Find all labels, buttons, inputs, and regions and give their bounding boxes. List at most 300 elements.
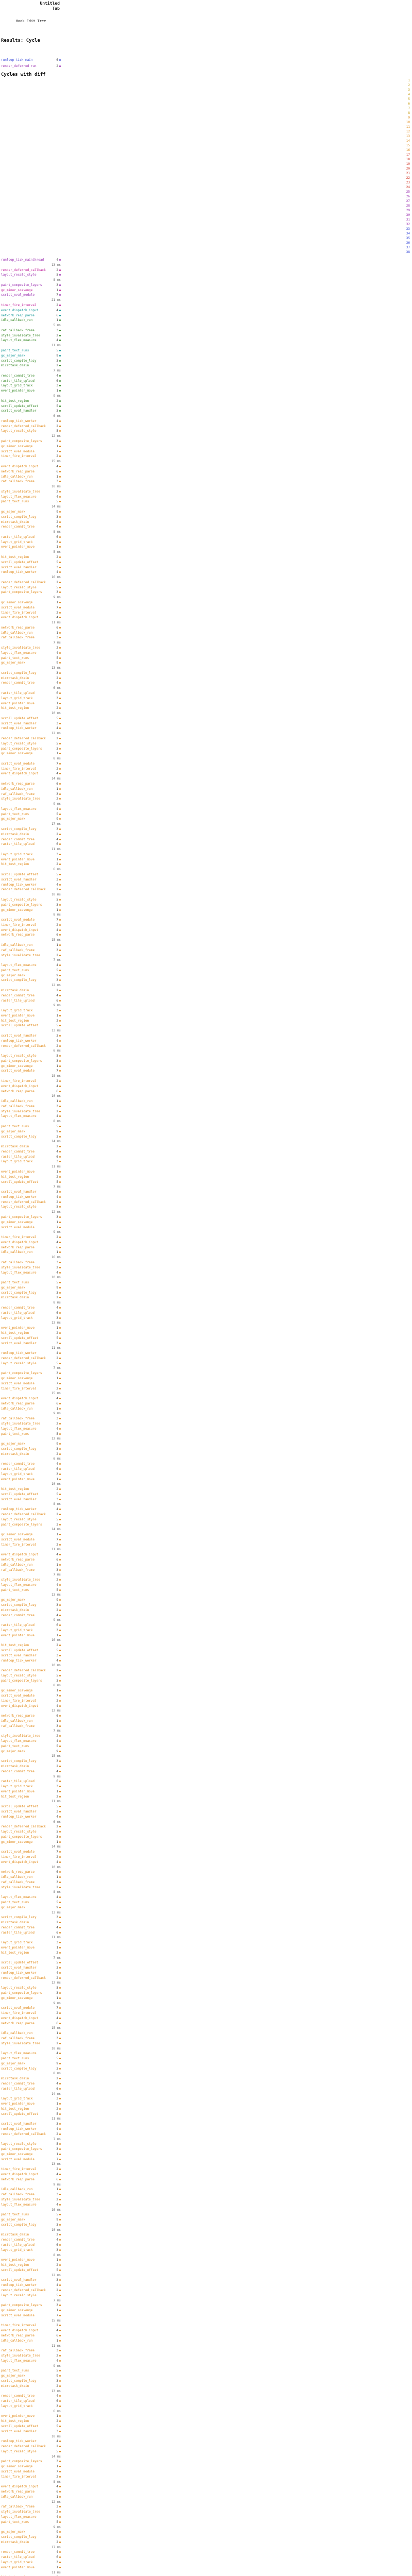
entry-row[interactable] bbox=[1, 1789, 61, 1794]
entry-row[interactable] bbox=[1, 1411, 61, 1416]
entry-row[interactable] bbox=[1, 1472, 61, 1477]
entry-row[interactable] bbox=[1, 2248, 61, 2253]
entry-row[interactable] bbox=[1, 1638, 61, 1643]
entry-row[interactable] bbox=[1, 590, 61, 595]
entry-row[interactable] bbox=[1, 696, 61, 701]
entry-row[interactable] bbox=[1, 2283, 61, 2288]
entry-row[interactable] bbox=[1, 1094, 61, 1099]
entry-row[interactable] bbox=[1, 1295, 61, 1300]
entry-row[interactable] bbox=[1, 1895, 61, 1900]
entry-row[interactable] bbox=[1, 1965, 61, 1971]
entry-row[interactable] bbox=[1, 691, 61, 696]
entry-row[interactable] bbox=[1, 2187, 61, 2192]
entry-row[interactable] bbox=[1, 1059, 61, 1064]
entry-row[interactable] bbox=[1, 1572, 61, 1578]
entry-row[interactable] bbox=[1, 439, 61, 444]
entry-row[interactable] bbox=[1, 1054, 61, 1059]
entry-row[interactable] bbox=[1, 2081, 61, 2087]
entry-row[interactable] bbox=[1, 1844, 61, 1850]
entry-row[interactable] bbox=[1, 1623, 61, 1628]
entry-row[interactable] bbox=[1, 414, 61, 419]
entry-row[interactable] bbox=[1, 1170, 61, 1175]
entry-row[interactable] bbox=[1, 2026, 61, 2031]
entry-row[interactable] bbox=[1, 761, 61, 767]
entry-row[interactable] bbox=[1, 1381, 61, 1386]
entry-row[interactable] bbox=[1, 1033, 61, 1039]
entry-row[interactable] bbox=[1, 1391, 61, 1396]
entry-row[interactable] bbox=[1, 2540, 61, 2545]
entry-row[interactable] bbox=[1, 2147, 61, 2152]
entry-row[interactable] bbox=[1, 263, 61, 268]
entry-row[interactable] bbox=[1, 2152, 61, 2157]
entry-row[interactable] bbox=[1, 802, 61, 807]
entry-row[interactable] bbox=[1, 741, 61, 747]
entry-row[interactable] bbox=[1, 1250, 61, 1255]
entry-row[interactable] bbox=[1, 827, 61, 832]
entry-row[interactable] bbox=[1, 1920, 61, 1925]
entry-row[interactable] bbox=[1, 2258, 61, 2263]
entry-row[interactable] bbox=[1, 1074, 61, 1079]
entry-row[interactable] bbox=[1, 499, 61, 504]
entry-row[interactable] bbox=[1, 1492, 61, 1497]
entry-row[interactable] bbox=[1, 706, 61, 711]
entry-row[interactable] bbox=[1, 2323, 61, 2328]
entry-row[interactable] bbox=[1, 2495, 61, 2500]
legend-row[interactable] bbox=[1, 64, 61, 69]
entry-row[interactable] bbox=[1, 1311, 61, 1316]
entry-row[interactable] bbox=[1, 1653, 61, 1658]
entry-row[interactable] bbox=[1, 1668, 61, 1673]
entry-row[interactable] bbox=[1, 822, 61, 827]
entry-row[interactable] bbox=[1, 2399, 61, 2404]
entry-row[interactable] bbox=[1, 2414, 61, 2419]
entry-row[interactable] bbox=[1, 993, 61, 998]
entry-row[interactable] bbox=[1, 1809, 61, 1815]
entry-row[interactable] bbox=[1, 640, 61, 646]
entry-row[interactable] bbox=[1, 1688, 61, 1693]
entry-row[interactable] bbox=[1, 2394, 61, 2399]
entry-row[interactable] bbox=[1, 867, 61, 872]
entry-row[interactable] bbox=[1, 1835, 61, 1840]
entry-row[interactable] bbox=[1, 605, 61, 611]
entry-row[interactable] bbox=[1, 1144, 61, 1149]
entry-row[interactable] bbox=[1, 1628, 61, 1633]
entry-row[interactable] bbox=[1, 1462, 61, 1467]
entry-row[interactable] bbox=[1, 832, 61, 837]
entry-row[interactable] bbox=[1, 2374, 61, 2379]
entry-row[interactable] bbox=[1, 1084, 61, 1089]
entry-row[interactable] bbox=[1, 2475, 61, 2480]
entry-row[interactable] bbox=[1, 1512, 61, 1517]
entry-row[interactable] bbox=[1, 2504, 61, 2510]
entry-row[interactable] bbox=[1, 464, 61, 469]
entry-row[interactable] bbox=[1, 912, 61, 918]
entry-row[interactable] bbox=[1, 2338, 61, 2344]
entry-row[interactable] bbox=[1, 2359, 61, 2364]
entry-row[interactable] bbox=[1, 1769, 61, 1774]
entry-row[interactable] bbox=[1, 580, 61, 585]
entry-row[interactable] bbox=[1, 409, 61, 414]
entry-row[interactable] bbox=[1, 394, 61, 399]
entry-row[interactable] bbox=[1, 1119, 61, 1124]
entry-row[interactable] bbox=[1, 1648, 61, 1653]
entry-row[interactable] bbox=[1, 2484, 61, 2489]
entry-row[interactable] bbox=[1, 2293, 61, 2298]
entry-row[interactable] bbox=[1, 2167, 61, 2172]
entry-row[interactable] bbox=[1, 1693, 61, 1699]
entry-row[interactable] bbox=[1, 938, 61, 943]
entry-row[interactable] bbox=[1, 1124, 61, 1129]
entry-row[interactable] bbox=[1, 429, 61, 434]
entry-row[interactable] bbox=[1, 1376, 61, 1381]
entry-row[interactable] bbox=[1, 1008, 61, 1013]
entry-row[interactable] bbox=[1, 595, 61, 600]
entry-row[interactable] bbox=[1, 1980, 61, 1986]
entry-row[interactable] bbox=[1, 681, 61, 686]
entry-row[interactable] bbox=[1, 368, 61, 374]
entry-row[interactable] bbox=[1, 2212, 61, 2217]
entry-row[interactable] bbox=[1, 1039, 61, 1044]
entry-row[interactable] bbox=[1, 1436, 61, 1442]
entry-row[interactable] bbox=[1, 1265, 61, 1270]
entry-row[interactable] bbox=[1, 1552, 61, 1557]
entry-row[interactable] bbox=[1, 1220, 61, 1225]
entry-row[interactable] bbox=[1, 1240, 61, 1245]
entry-row[interactable] bbox=[1, 318, 61, 323]
entry-row[interactable] bbox=[1, 711, 61, 716]
nav-item-tree[interactable]: Tree bbox=[37, 19, 46, 23]
entry-row[interactable] bbox=[1, 2303, 61, 2308]
entry-row[interactable] bbox=[1, 530, 61, 535]
entry-row[interactable] bbox=[1, 2560, 61, 2565]
entry-row[interactable] bbox=[1, 948, 61, 953]
entry-row[interactable] bbox=[1, 2031, 61, 2036]
entry-row[interactable] bbox=[1, 903, 61, 908]
entry-row[interactable] bbox=[1, 1104, 61, 1109]
entry-row[interactable] bbox=[1, 1951, 61, 1956]
entry-row[interactable] bbox=[1, 2122, 61, 2127]
entry-row[interactable] bbox=[1, 258, 61, 263]
entry-row[interactable] bbox=[1, 444, 61, 449]
entry-row[interactable] bbox=[1, 2308, 61, 2313]
entry-row[interactable] bbox=[1, 1850, 61, 1855]
entry-row[interactable] bbox=[1, 2238, 61, 2243]
entry-row[interactable] bbox=[1, 2232, 61, 2238]
entry-row[interactable] bbox=[1, 1557, 61, 1563]
entry-row[interactable] bbox=[1, 1734, 61, 1739]
entry-row[interactable] bbox=[1, 1467, 61, 1472]
entry-row[interactable] bbox=[1, 1255, 61, 1260]
entry-row[interactable] bbox=[1, 963, 61, 968]
entry-row[interactable] bbox=[1, 1991, 61, 1996]
entry-row[interactable] bbox=[1, 751, 61, 756]
legend-row[interactable] bbox=[1, 58, 61, 63]
entry-row[interactable] bbox=[1, 2263, 61, 2268]
entry-row[interactable] bbox=[1, 2404, 61, 2409]
entry-row[interactable] bbox=[1, 1537, 61, 1543]
entry-row[interactable] bbox=[1, 918, 61, 923]
entry-row[interactable] bbox=[1, 1079, 61, 1084]
entry-row[interactable] bbox=[1, 1164, 61, 1170]
entry-row[interactable] bbox=[1, 796, 61, 802]
entry-row[interactable] bbox=[1, 1003, 61, 1008]
entry-row[interactable] bbox=[1, 2011, 61, 2016]
entry-row[interactable] bbox=[1, 1759, 61, 1764]
entry-row[interactable] bbox=[1, 1714, 61, 1719]
entry-row[interactable] bbox=[1, 2469, 61, 2475]
entry-row[interactable] bbox=[1, 1028, 61, 1033]
entry-row[interactable] bbox=[1, 1175, 61, 1180]
entry-row[interactable] bbox=[1, 469, 61, 474]
entry-row[interactable] bbox=[1, 2041, 61, 2046]
entry-row[interactable] bbox=[1, 278, 61, 283]
entry-row[interactable] bbox=[1, 1925, 61, 1930]
entry-row[interactable] bbox=[1, 1905, 61, 1910]
entry-row[interactable] bbox=[1, 862, 61, 867]
entry-row[interactable] bbox=[1, 2515, 61, 2520]
entry-row[interactable] bbox=[1, 1875, 61, 1880]
entry-row[interactable] bbox=[1, 1320, 61, 1326]
entry-row[interactable] bbox=[1, 2132, 61, 2137]
entry-row[interactable] bbox=[1, 1824, 61, 1829]
entry-row[interactable] bbox=[1, 1275, 61, 1280]
entry-row[interactable] bbox=[1, 842, 61, 847]
entry-row[interactable] bbox=[1, 535, 61, 540]
entry-row[interactable] bbox=[1, 1502, 61, 1507]
entry-row[interactable] bbox=[1, 1618, 61, 1623]
entry-row[interactable] bbox=[1, 1149, 61, 1155]
entry-row[interactable] bbox=[1, 877, 61, 883]
entry-row[interactable] bbox=[1, 1195, 61, 1200]
entry-row[interactable] bbox=[1, 510, 61, 515]
entry-row[interactable] bbox=[1, 2333, 61, 2338]
entry-row[interactable] bbox=[1, 2313, 61, 2318]
entry-row[interactable] bbox=[1, 600, 61, 605]
entry-row[interactable] bbox=[1, 887, 61, 892]
entry-row[interactable] bbox=[1, 1547, 61, 1552]
entry-row[interactable] bbox=[1, 2439, 61, 2444]
entry-row[interactable] bbox=[1, 2520, 61, 2525]
entry-row[interactable] bbox=[1, 2489, 61, 2495]
entry-row[interactable] bbox=[1, 787, 61, 792]
entry-row[interactable] bbox=[1, 2192, 61, 2197]
entry-row[interactable] bbox=[1, 1366, 61, 1371]
entry-row[interactable] bbox=[1, 2268, 61, 2273]
entry-row[interactable] bbox=[1, 1230, 61, 1235]
entry-row[interactable] bbox=[1, 1673, 61, 1679]
entry-row[interactable] bbox=[1, 1184, 61, 1190]
entry-row[interactable] bbox=[1, 1331, 61, 1336]
entry-row[interactable] bbox=[1, 2107, 61, 2112]
entry-row[interactable] bbox=[1, 283, 61, 288]
entry-row[interactable] bbox=[1, 1804, 61, 1809]
entry-row[interactable] bbox=[1, 293, 61, 298]
entry-row[interactable] bbox=[1, 2368, 61, 2374]
entry-row[interactable] bbox=[1, 1129, 61, 1134]
entry-row[interactable] bbox=[1, 2197, 61, 2202]
entry-row[interactable] bbox=[1, 1880, 61, 1885]
entry-row[interactable] bbox=[1, 686, 61, 691]
entry-row[interactable] bbox=[1, 1280, 61, 1285]
entry-row[interactable] bbox=[1, 2565, 61, 2570]
entry-row[interactable] bbox=[1, 1960, 61, 1965]
entry-row[interactable] bbox=[1, 1598, 61, 1603]
entry-row[interactable] bbox=[1, 1114, 61, 1119]
entry-row[interactable] bbox=[1, 2177, 61, 2182]
entry-row[interactable] bbox=[1, 625, 61, 631]
entry-row[interactable] bbox=[1, 2006, 61, 2011]
entry-row[interactable] bbox=[1, 1190, 61, 1195]
entry-row[interactable] bbox=[1, 1945, 61, 1951]
entry-row[interactable] bbox=[1, 1719, 61, 1724]
entry-row[interactable] bbox=[1, 983, 61, 988]
entry-row[interactable] bbox=[1, 671, 61, 676]
entry-row[interactable] bbox=[1, 1855, 61, 1860]
entry-row[interactable] bbox=[1, 383, 61, 388]
entry-row[interactable] bbox=[1, 2127, 61, 2132]
entry-row[interactable] bbox=[1, 328, 61, 333]
entry-row[interactable] bbox=[1, 958, 61, 963]
entry-row[interactable] bbox=[1, 575, 61, 580]
entry-row[interactable] bbox=[1, 635, 61, 640]
entry-row[interactable] bbox=[1, 1336, 61, 1341]
entry-row[interactable] bbox=[1, 1744, 61, 1749]
entry-row[interactable] bbox=[1, 1139, 61, 1144]
entry-row[interactable] bbox=[1, 1940, 61, 1945]
entry-row[interactable] bbox=[1, 2278, 61, 2283]
entry-row[interactable] bbox=[1, 1427, 61, 1432]
entry-row[interactable] bbox=[1, 923, 61, 928]
entry-row[interactable] bbox=[1, 968, 61, 973]
entry-row[interactable] bbox=[1, 2510, 61, 2515]
entry-row[interactable] bbox=[1, 1527, 61, 1532]
entry-row[interactable] bbox=[1, 620, 61, 625]
entry-row[interactable] bbox=[1, 1996, 61, 2001]
entry-row[interactable] bbox=[1, 847, 61, 852]
entry-row[interactable] bbox=[1, 550, 61, 555]
entry-row[interactable] bbox=[1, 1683, 61, 1688]
entry-row[interactable] bbox=[1, 2016, 61, 2021]
entry-row[interactable] bbox=[1, 363, 61, 368]
entry-row[interactable] bbox=[1, 348, 61, 353]
entry-row[interactable] bbox=[1, 2429, 61, 2434]
entry-row[interactable] bbox=[1, 524, 61, 530]
entry-row[interactable] bbox=[1, 756, 61, 761]
entry-row[interactable] bbox=[1, 545, 61, 550]
entry-row[interactable] bbox=[1, 2087, 61, 2092]
entry-row[interactable] bbox=[1, 1915, 61, 1920]
entry-row[interactable] bbox=[1, 1356, 61, 1361]
entry-row[interactable] bbox=[1, 771, 61, 776]
entry-row[interactable] bbox=[1, 1699, 61, 1704]
entry-row[interactable] bbox=[1, 2202, 61, 2208]
entry-row[interactable] bbox=[1, 1708, 61, 1714]
entry-row[interactable] bbox=[1, 2449, 61, 2454]
entry-row[interactable] bbox=[1, 1870, 61, 1875]
entry-row[interactable] bbox=[1, 1346, 61, 1351]
entry-row[interactable] bbox=[1, 1739, 61, 1744]
entry-row[interactable] bbox=[1, 388, 61, 394]
entry-row[interactable] bbox=[1, 1210, 61, 1215]
entry-row[interactable] bbox=[1, 1815, 61, 1820]
entry-row[interactable] bbox=[1, 1517, 61, 1522]
entry-row[interactable] bbox=[1, 1779, 61, 1784]
entry-row[interactable] bbox=[1, 570, 61, 575]
entry-row[interactable] bbox=[1, 1099, 61, 1104]
entry-row[interactable] bbox=[1, 2243, 61, 2248]
entry-row[interactable] bbox=[1, 2530, 61, 2535]
entry-row[interactable] bbox=[1, 2555, 61, 2560]
entry-row[interactable] bbox=[1, 2172, 61, 2177]
entry-row[interactable] bbox=[1, 1416, 61, 1421]
entry-row[interactable] bbox=[1, 1784, 61, 1789]
entry-row[interactable] bbox=[1, 1023, 61, 1028]
entry-row[interactable] bbox=[1, 1235, 61, 1240]
entry-row[interactable] bbox=[1, 1456, 61, 1462]
nav-item-edit[interactable]: Edit bbox=[26, 19, 36, 23]
entry-row[interactable] bbox=[1, 1306, 61, 1311]
entry-row[interactable] bbox=[1, 872, 61, 877]
entry-row[interactable] bbox=[1, 1583, 61, 1588]
entry-row[interactable] bbox=[1, 1860, 61, 1865]
entry-row[interactable] bbox=[1, 1159, 61, 1164]
entry-row[interactable] bbox=[1, 615, 61, 620]
entry-row[interactable] bbox=[1, 1578, 61, 1583]
entry-row[interactable] bbox=[1, 1300, 61, 1306]
entry-row[interactable] bbox=[1, 343, 61, 348]
entry-row[interactable] bbox=[1, 2162, 61, 2167]
entry-row[interactable] bbox=[1, 807, 61, 812]
entry-row[interactable] bbox=[1, 2353, 61, 2359]
entry-row[interactable] bbox=[1, 1900, 61, 1905]
entry-row[interactable] bbox=[1, 988, 61, 993]
entry-row[interactable] bbox=[1, 1351, 61, 1356]
entry-row[interactable] bbox=[1, 726, 61, 731]
entry-row[interactable] bbox=[1, 2102, 61, 2107]
entry-row[interactable] bbox=[1, 2535, 61, 2540]
entry-row[interactable] bbox=[1, 2061, 61, 2066]
entry-row[interactable] bbox=[1, 2223, 61, 2228]
entry-row[interactable] bbox=[1, 2424, 61, 2429]
entry-row[interactable] bbox=[1, 2444, 61, 2449]
entry-row[interactable] bbox=[1, 2036, 61, 2041]
entry-row[interactable] bbox=[1, 2550, 61, 2555]
entry-row[interactable] bbox=[1, 1326, 61, 1331]
entry-row[interactable] bbox=[1, 2384, 61, 2389]
entry-row[interactable] bbox=[1, 1205, 61, 1210]
entry-row[interactable] bbox=[1, 2096, 61, 2102]
entry-row[interactable] bbox=[1, 1487, 61, 1492]
entry-row[interactable] bbox=[1, 736, 61, 741]
entry-row[interactable] bbox=[1, 515, 61, 520]
entry-row[interactable] bbox=[1, 731, 61, 736]
entry-row[interactable] bbox=[1, 978, 61, 983]
entry-row[interactable] bbox=[1, 1396, 61, 1401]
entry-row[interactable] bbox=[1, 646, 61, 651]
entry-row[interactable] bbox=[1, 1608, 61, 1613]
entry-row[interactable] bbox=[1, 454, 61, 459]
entry-row[interactable] bbox=[1, 1371, 61, 1376]
entry-row[interactable] bbox=[1, 776, 61, 782]
entry-row[interactable] bbox=[1, 1592, 61, 1598]
entry-row[interactable] bbox=[1, 2076, 61, 2081]
entry-row[interactable] bbox=[1, 273, 61, 278]
entry-row[interactable] bbox=[1, 1971, 61, 1976]
entry-row[interactable] bbox=[1, 374, 61, 379]
entry-row[interactable] bbox=[1, 2464, 61, 2469]
entry-row[interactable] bbox=[1, 1829, 61, 1835]
entry-row[interactable] bbox=[1, 1285, 61, 1291]
